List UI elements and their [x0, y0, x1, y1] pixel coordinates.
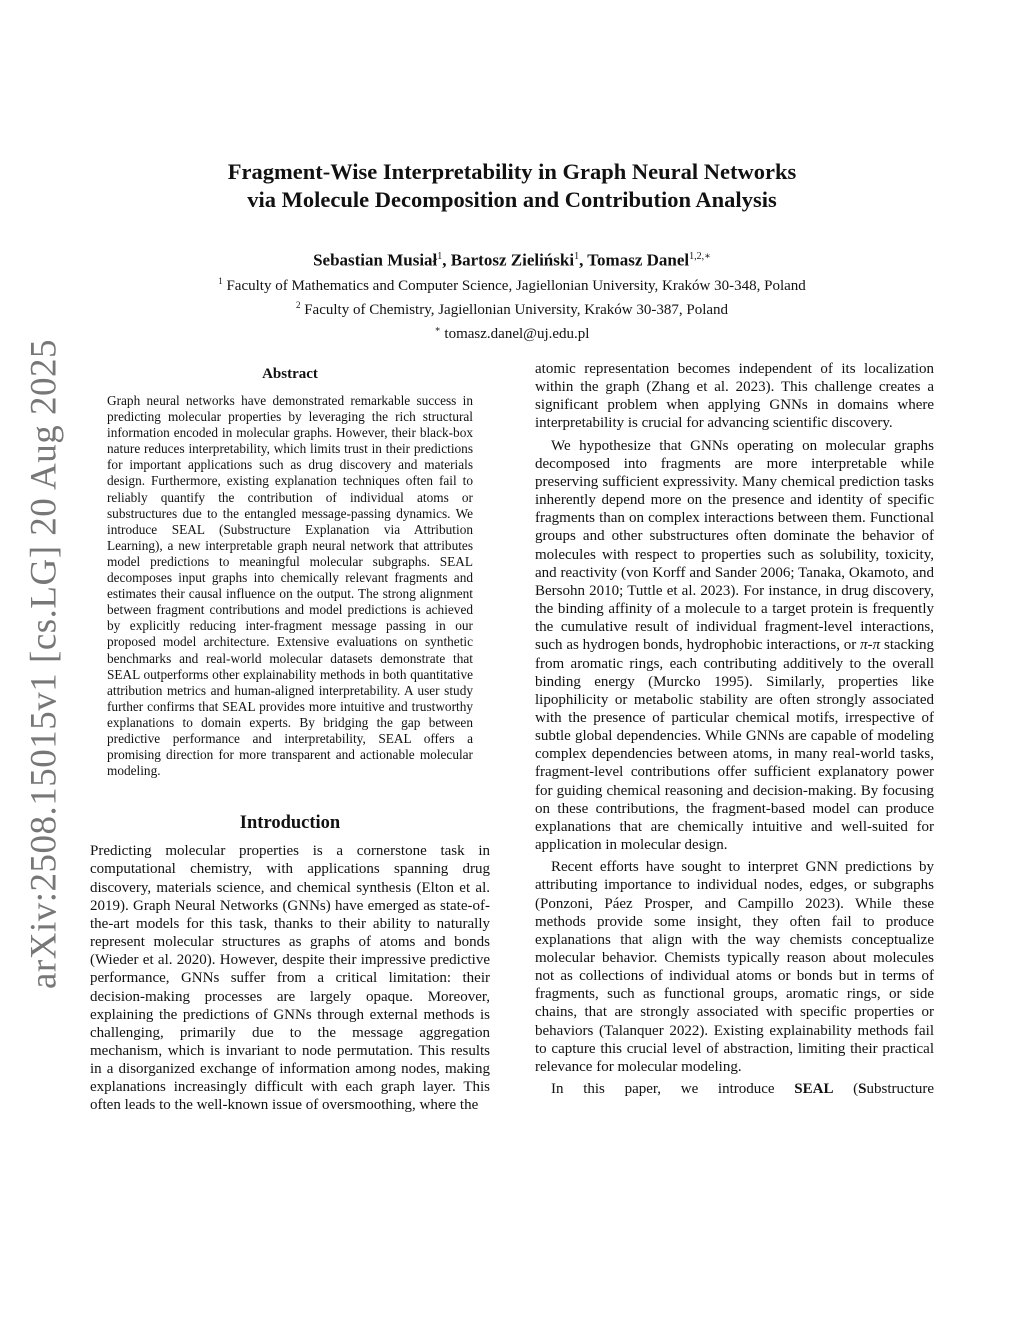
- title-block: [0, 158, 1024, 344]
- paragraph-text: We hypothesize that GNNs operating on molecular graphs decomposed into fragments are more interpretable while preserving sufficient expressivity. Many chemical prediction tasks inherently depend more on the presence and identity of specific fragments than on complex interactions between them. Functional groups and other substructures often dominate the behavior of molecules with respect to properties such as solubility, toxicity, and reactivity (von Korff and Sander 2006; Tanaka, Okamoto, and Bersohn 2010; Tuttle et al. 2023). For instance, in drug discovery, the binding affinity of a molecule to a target protein is frequently the cumulative result of individual fragment-level interactions, such as hydrogen bonds, hydrophobic interactions, or: [535, 437, 934, 654]
- contact-email: [0, 320, 1024, 344]
- author-list: [0, 246, 1024, 272]
- paragraph-text: In this paper, we introduce: [551, 1081, 795, 1098]
- title-line-2: via Molecule Decomposition and Contribution Analysis: [247, 187, 777, 212]
- introduction-heading: Introduction: [239, 813, 341, 834]
- affiliation-2: [0, 296, 1024, 320]
- affiliation-1: [0, 272, 1024, 296]
- email-text: tomasz.danel@uj.edu.pl: [440, 325, 590, 342]
- right-paragraph-1: atomic representation becomes independent of its localization within the graph (Zhang et al. 2023). This challenge creates a significant problem when applying GNNs in domains where interpretability is crucial for advancing scientific discovery.: [535, 361, 934, 432]
- author-name: Sebastian Musiał: [313, 250, 438, 270]
- paragraph-text: stacking from aromatic rings, each contributing additively to the overall binding energy (Murcko 1995). Similarly, properties like lipophilicity or metabolic stability are often strongly associated with the presence of particular chemical motifs, irrespective of subtle global dependencies. While GNNs are capable of modeling complex dependencies between atoms, in many real-world tasks, fragment-level contributions offer sufficient explanatory power for guiding chemical reasoning and decision-making. By focusing on these contributions, the fragment-based model can produce explanations that are chemically intuitive and well-suited for application in molecular design.: [535, 637, 934, 854]
- author-name: Tomasz Danel: [587, 250, 690, 270]
- title-line-1: Fragment-Wise Interpretability in Graph Neural Networks: [227, 159, 797, 184]
- paper-title: [0, 158, 1024, 214]
- right-paragraph-4: [535, 1080, 934, 1098]
- seal-acronym-letter: S: [858, 1081, 867, 1098]
- author-affil-mark: 1,2,∗: [689, 251, 711, 262]
- affiliation-mark: 2: [295, 299, 301, 310]
- left-column: [90, 360, 490, 1115]
- affiliation-mark: 1: [218, 275, 223, 286]
- author-affil-mark: 1: [437, 251, 443, 262]
- pi-pi-term: π-π: [860, 637, 881, 654]
- right-paragraph-2: [535, 437, 934, 855]
- intro-paragraph-1: Predicting molecular properties is a cornerstone task in computational chemistry, with applications spanning drug discovery, materials science, and chemical synthesis (Elton et al. 2019). Graph Neural Networks (GNNs) have emerged as state-of-the-art models for this task, thanks to their ability to naturally represent molecular structures as graphs of atoms and bonds (Wieder et al. 2020). However, despite their impressive predictive performance, GNNs suffer from a critical limitation: their decision-making processes are largely opaque. Moreover, explaining the predictions of GNNs through external methods is challenging, primarily due to the message aggregation mechanism, which is invariant to node permutation. This results in a disorganized exchange of information among nodes, making explanations increasingly difficult with each graph layer. This often leads to the well-known issue of oversmoothing, where the: [90, 843, 490, 1114]
- right-column: [535, 360, 934, 1098]
- affiliation-text: Faculty of Mathematics and Computer Science, Jagiellonian University, Kraków 30-348, Poland: [222, 277, 806, 294]
- abstract-heading: Abstract: [262, 366, 318, 382]
- author-separator: ,: [579, 250, 588, 270]
- author-name: Bartosz Zieliński: [450, 250, 575, 270]
- author-affil-mark: 1: [574, 251, 580, 262]
- right-paragraph-3: Recent efforts have sought to interpret GNN predictions by attributing importance to individual nodes, edges, or subgraphs (Ponzoni, Páez Prosper, and Campillo 2023). While these methods provide some insight, they often fail to produce explanations that align with the way chemists conceptualize molecular behavior. Chemists typically reason about molecules not as collections of individual atoms or bonds but in terms of fragments, such as functional groups, aromatic rings, or side chains, that are strongly associated with specific properties or behaviors (Talanquer 2022). Existing explainability methods fail to capture this crucial level of abstraction, limiting their practical relevance for molecular modeling.: [535, 859, 934, 1075]
- arxiv-identifier: arXiv:2508.15015v1 [cs.LG] 20 Aug 2025: [23, 339, 65, 989]
- paragraph-text: ubstructure: [866, 1081, 934, 1098]
- author-separator: ,: [442, 250, 451, 270]
- seal-name: SEAL: [794, 1081, 834, 1098]
- affiliation-mark: ∗: [434, 323, 441, 334]
- abstract-text: Graph neural networks have demonstrated remarkable success in predicting molecular properties by leveraging the rich structural information encoded in molecular graphs. However, their black-box nature reduces interpretability, which limits trust in their predictions for important applications such as drug discovery and materials design. Furthermore, existing explanation techniques often fail to reliably quantify the contribution of individual atoms or substructures due to the entangled message-passing dynamics. We introduce SEAL (Substructure Explanation via Attribution Learning), a new interpretable graph neural network that attributes model predictions to meaningful molecular subgraphs. SEAL decomposes input graphs into chemically relevant fragments and estimates their causal influence on the output. The strong alignment between fragment contributions and model predictions is achieved by explicitly reducing inter-fragment message passing in our proposed model architecture. Extensive evaluations on synthetic benchmarks and real-world molecular datasets demonstrate that SEAL outperforms other explainability methods in both quantitative attribution metrics and human-aligned interpretability. A user study further confirms that SEAL provides more intuitive and trustworthy explanations to domain experts. By bridging the gap between predictive performance and interpretability, SEAL offers a promising direction for more transparent and actionable molecular modeling.: [107, 393, 473, 779]
- affiliation-text: Faculty of Chemistry, Jagiellonian University, Kraków 30-387, Poland: [300, 301, 729, 318]
- paragraph-text: (: [833, 1081, 859, 1098]
